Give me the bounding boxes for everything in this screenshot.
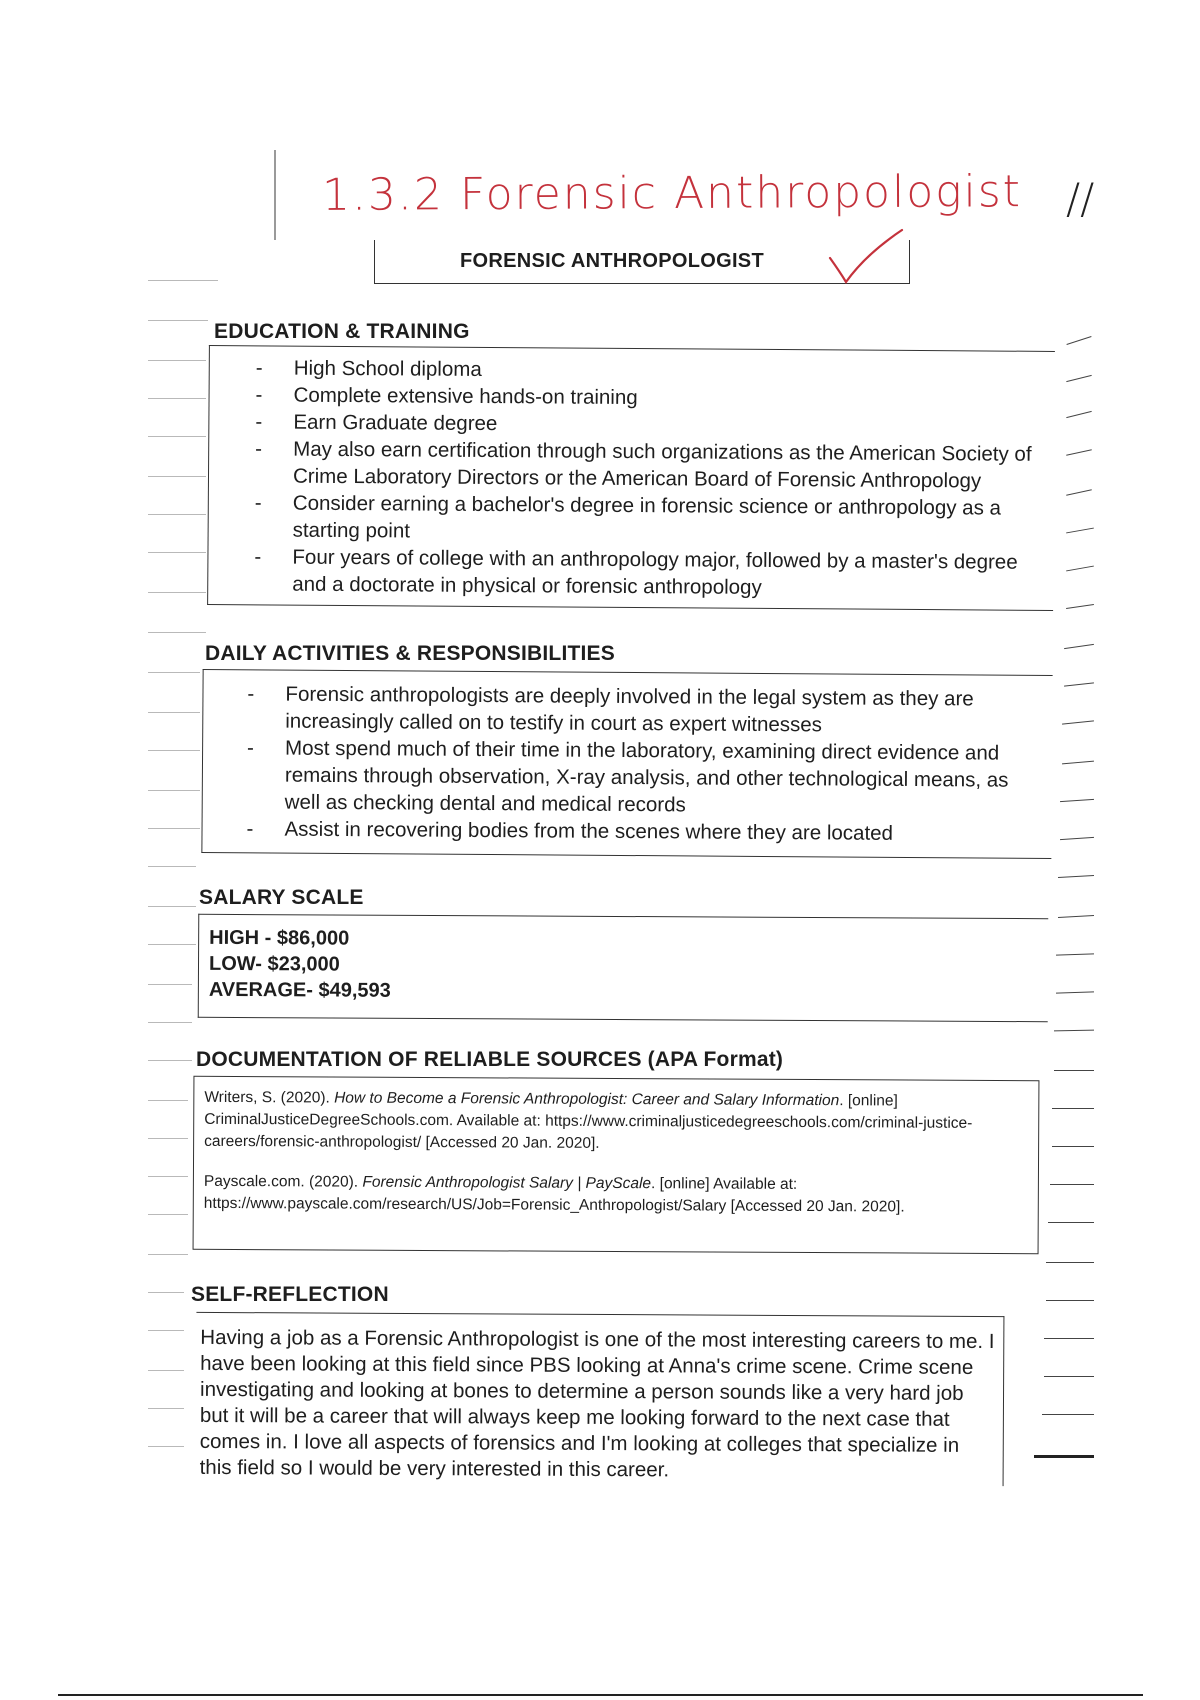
salary-values xyxy=(209,925,391,1004)
salary-box xyxy=(198,914,1049,1022)
citation-details: . [online] Available at: https://www.payscale.com/research/US/Job=Forensic_Anthropologist/Salary [Accessed 20 Jan. 2020]. xyxy=(203,1175,905,1216)
salary-average: AVERAGE- $49,593 xyxy=(208,978,391,1002)
list-item: - May also earn certification through such organizations as the American Society of Crime Laboratory Directors or the American Board of Forensic Anthropology xyxy=(255,435,1041,494)
reflection-heading: SELF-REFLECTION xyxy=(191,1283,389,1306)
list-item: - Complete extensive hands-on training xyxy=(255,381,1041,413)
daily-list xyxy=(246,680,1039,848)
citation-details: . [online] CriminalJusticeDegreeSchools.com. Available at: https://www.criminaljusticedegreeschools.com/criminal-justice-careers/forensic-anthropologist/ [Accessed 20 Jan. 2020]. xyxy=(204,1092,973,1152)
checkmark-icon xyxy=(826,228,906,288)
salary-low: LOW- $23,000 xyxy=(208,952,340,976)
daily-box xyxy=(201,669,1052,859)
source-citation-2 xyxy=(204,1171,1022,1219)
sources-list xyxy=(204,1087,1023,1219)
source-citation-1 xyxy=(204,1087,1022,1157)
page-mark: // xyxy=(1066,174,1095,223)
citation-title: How to Become a Forensic Anthropologist: Career and Salary Information xyxy=(334,1089,840,1110)
salary-heading: SALARY SCALE xyxy=(199,886,364,909)
citation-title: Forensic Anthropologist Salary | PayScale xyxy=(362,1173,652,1193)
salary-high: HIGH - $86,000 xyxy=(209,926,350,950)
education-heading: EDUCATION & TRAINING xyxy=(214,320,470,343)
sources-heading: DOCUMENTATION OF RELIABLE SOURCES (APA Format) xyxy=(196,1048,784,1071)
document-title: FORENSIC ANTHROPOLOGIST xyxy=(460,250,764,272)
reflection-box xyxy=(196,1312,1005,1486)
reflection-text: Having a job as a Forensic Anthropologist is one of the most interesting careers to me. I have been looking at this field since PBS looking at Anna's crime scene. Crime scene investigating and looking at bones to determine a person sounds like a very hard job but it will be a career that will always keep me looking forward to the next case that comes in. I love all aspects of forensics and I'm looking at colleges that specialize in this field so I would be very interested in this career. xyxy=(199,1325,995,1482)
bottom-rule xyxy=(58,1694,1143,1696)
education-list xyxy=(254,354,1042,602)
citation-author: Payscale.com. (2020). xyxy=(203,1172,363,1191)
education-box xyxy=(207,345,1055,611)
list-item: - Earn Graduate degree xyxy=(255,408,1041,440)
daily-heading: DAILY ACTIVITIES & RESPONSIBILITIES xyxy=(205,642,615,665)
margin-line xyxy=(274,150,276,240)
list-item: - Four years of college with an anthropology major, followed by a master's degree and a doctorate in physical or forensic anthropology xyxy=(254,543,1040,602)
handwritten-title: 1.3.2 Forensic Anthropologist xyxy=(321,166,1023,221)
sources-box xyxy=(193,1076,1040,1254)
list-item: - Assist in recovering bodies from the scenes where they are located xyxy=(246,815,1038,848)
list-item: - Consider earning a bachelor's degree in forensic science or anthropology as a starting point xyxy=(255,489,1041,548)
citation-author: Writers, S. (2020). xyxy=(204,1088,335,1107)
list-item: - Forensic anthropologists are deeply involved in the legal system as they are increasingly called on to testify in court as expert witnesses xyxy=(247,680,1039,740)
list-item: - Most spend much of their time in the laboratory, examining direct evidence and remains through observation, X-ray analysis, and other technological means, as well as checking dental and medical records xyxy=(247,734,1040,821)
list-item: - High School diploma xyxy=(256,354,1042,386)
